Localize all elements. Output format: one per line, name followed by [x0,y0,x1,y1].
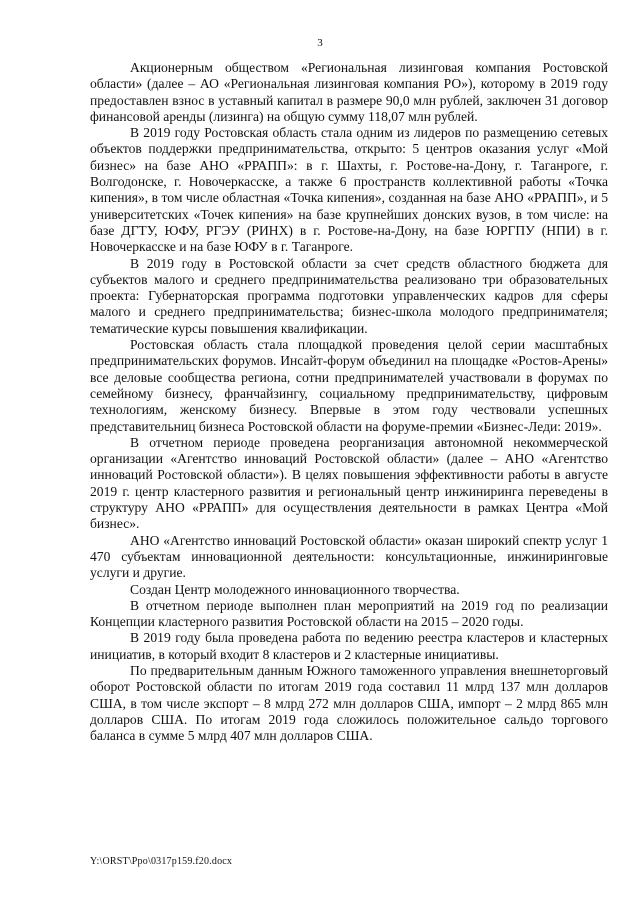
footer-file-path: Y:\ORST\Ppo\0317p159.f20.docx [90,856,233,867]
paragraph-cluster-plan: В отчетном периоде выполнен план мероприятий на 2019 год по реализации Концепции кластерного развития Ростовской области на 2015 – 2020 годы. [90,597,608,630]
paragraph-reorganization: В отчетном периоде проведена реорганизация автономной некоммерческой организации «Агентство инноваций Ростовской области» (далее – АНО «Агентство инноваций Ростовской области»). В целях повышения эффективности работы в августе 2019 г. центр кластерного развития и региональный центр инжиниринга переведены в структуру АНО «РРАПП» для осуществления деятельности в рамках Центра «Мой бизнес». [90,434,608,532]
paragraph-support-network: В 2019 году Ростовская область стала одним из лидеров по размещению сетевых объектов поддержки предпринимательства, открыто: 5 центров оказания услуг «Мой бизнес» на базе АНО «РРАПП»: в г. Шахты, г. Ростове-на-Дону, г. Таганроге, г. Волгодонске, г. Новочеркасске, а также 6 пространств коллективной работы «Точка кипения», в том числе областная «Точка кипения», созданная на базе АНО «РРАПП», и 5 университетских «Точек кипения» на базе крупнейших донских вузов, в том числе: на базе ДГТУ, ЮФУ, РГЭУ (РИНХ) в г. Ростове-на-Дону, на базе ЮРГПУ (НПИ) в г. Новочеркасске и на базе ЮФУ в г. Таганроге. [90,125,608,255]
paragraph-youth-center: Создан Центр молодежного инновационного творчества. [130,581,460,597]
paragraph-foreign-trade: По предварительным данным Южного таможенного управления внешнеторговый оборот Ростовской области по итогам 2019 года составил 11 млрд 137 млн долларов США, в том числе экспорт – 8 млрд 272 млн долларов США, импорт – 2 млрд 865 млн долларов США. По итогам 2019 года сложилось положительное сальдо торгового баланса в сумме 5 млрд 407 млн долларов США. [90,662,608,744]
document-body [90,60,608,744]
page-number: 3 [317,37,323,49]
paragraph-leasing: Акционерным обществом «Региональная лизинговая компания Ростовской области» (далее – АО «Региональная лизинговая компания РО»), которому в 2019 году предоставлен взнос в уставный капитал в размере 90,0 млн рублей, заключен 31 договор финансовой аренды (лизинга) на общую сумму 118,07 млн рублей. [90,60,608,124]
paragraph-education-projects: В 2019 году в Ростовской области за счет средств областного бюджета для субъектов малого и среднего предпринимательства реализовано три образовательных проекта: Губернаторская программа подготовки управленческих кадров для сферы малого и среднего предпринимательства; бизнес-школа молодого предпринимателя; тематические курсы повышения квалификации. [90,255,608,336]
paragraph-forums: Ростовская область стала площадкой проведения целой серии масштабных предпринимательских форумов. Инсайт-форум объединил на площадке «Ростов-Арены» все деловые сообщества региона, сотни предпринимателей участвовали в форумах по семейному бизнесу, франчайзингу, социальному предпринимательству, цифровым технологиям, женскому бизнесу. Впервые в этом году чествовали успешных представительниц бизнеса Ростовской области на форуме-премии «Бизнес-Леди: 2019». [90,337,608,434]
paragraph-innovation-services: АНО «Агентство инноваций Ростовской области» оказан широкий спектр услуг 1 470 субъектам инновационной деятельности: консультационные, инжиниринговые услуги и другие. [90,532,608,581]
paragraph-cluster-registry: В 2019 году была проведена работа по ведению реестра кластеров и кластерных инициатив, в который входит 8 кластеров и 2 кластерные инициативы. [90,630,608,662]
